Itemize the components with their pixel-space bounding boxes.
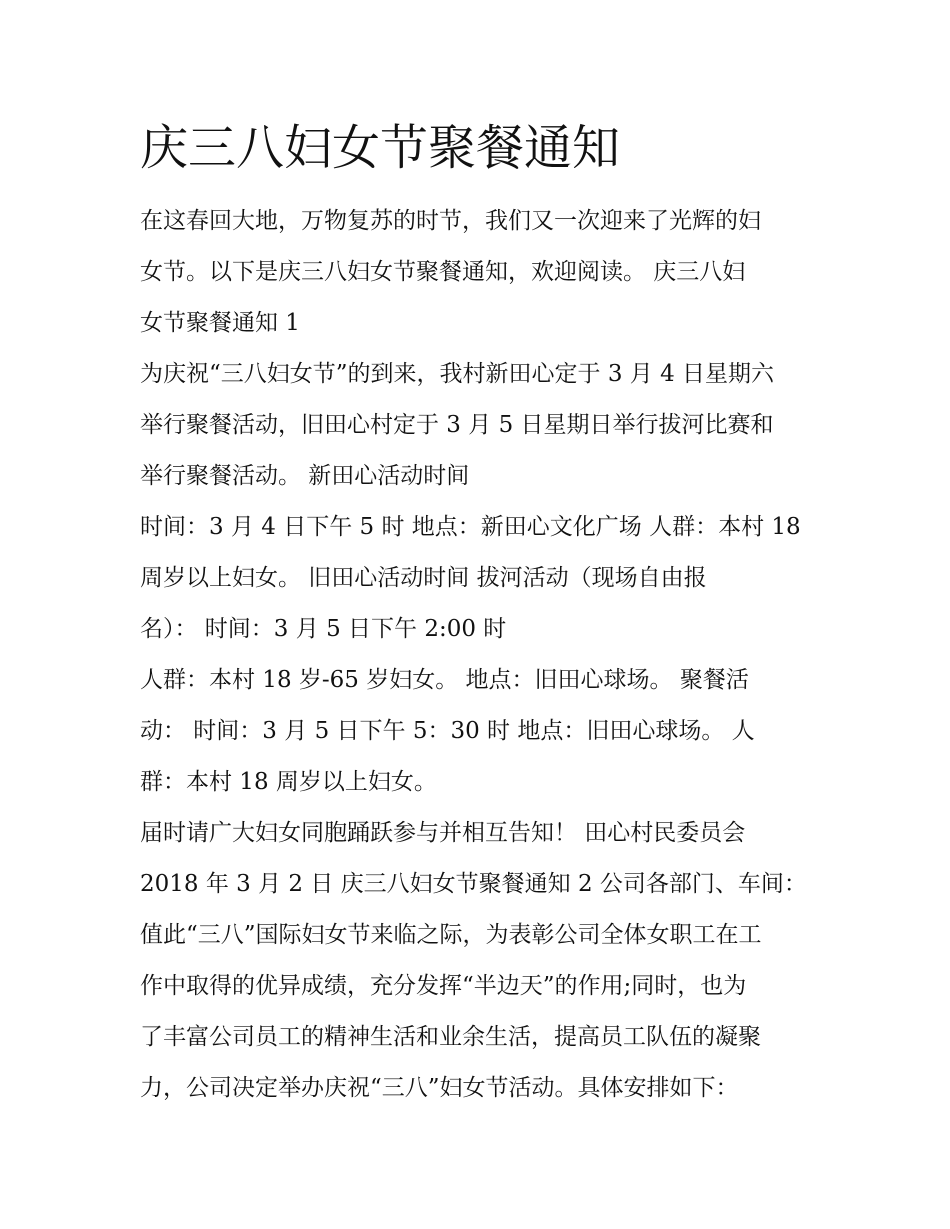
body-line: 在这春回大地，万物复苏的时节，我们又一次迎来了光辉的妇 — [140, 208, 761, 234]
document-title: 庆三八妇女节聚餐通知 — [140, 120, 621, 176]
body-line: 时间：3 月 4 日下午 5 时 地点：新田心文化广场 人群：本村 18 — [140, 514, 801, 540]
body-line: 女节。以下是庆三八妇女节聚餐通知，欢迎阅读。 庆三八妇 — [140, 259, 746, 285]
body-line: 值此“三八”国际妇女节来临之际，为表彰公司全体女职工在工 — [140, 922, 762, 948]
body-line: 为庆祝“三八妇女节”的到来，我村新田心定于 3 月 4 日星期六 — [140, 361, 775, 387]
body-line: 人群：本村 18 岁-65 岁妇女。 地点：旧田心球场。 聚餐活 — [140, 667, 749, 693]
body-line: 女节聚餐通知 1 — [140, 310, 300, 336]
body-line: 力，公司决定举办庆祝“三八”妇女节活动。具体安排如下： — [140, 1075, 739, 1101]
body-line: 名）： 时间：3 月 5 日下午 2:00 时 — [140, 616, 507, 642]
body-line: 了丰富公司员工的精神生活和业余生活，提高员工队伍的凝聚 — [140, 1024, 761, 1050]
body-line: 作中取得的优异成绩，充分发挥“半边天”的作用;同时，也为 — [140, 973, 747, 999]
body-line: 届时请广大妇女同胞踊跃参与并相互告知！ 田心村民委员会 — [140, 820, 746, 846]
body-line: 动： 时间：3 月 5 日下午 5：30 时 地点：旧田心球场。 人 — [140, 718, 755, 744]
body-line: 举行聚餐活动，旧田心村定于 3 月 5 日星期日举行拔河比赛和 — [140, 412, 774, 438]
body-line: 举行聚餐活动。 新田心活动时间 — [140, 463, 470, 489]
body-line: 群：本村 18 周岁以上妇女。 — [140, 769, 437, 795]
body-line: 周岁以上妇女。 旧田心活动时间 拔河活动（现场自由报 — [140, 565, 707, 591]
body-line: 2018 年 3 月 2 日 庆三八妇女节聚餐通知 2 公司各部门、车间： — [140, 871, 807, 897]
